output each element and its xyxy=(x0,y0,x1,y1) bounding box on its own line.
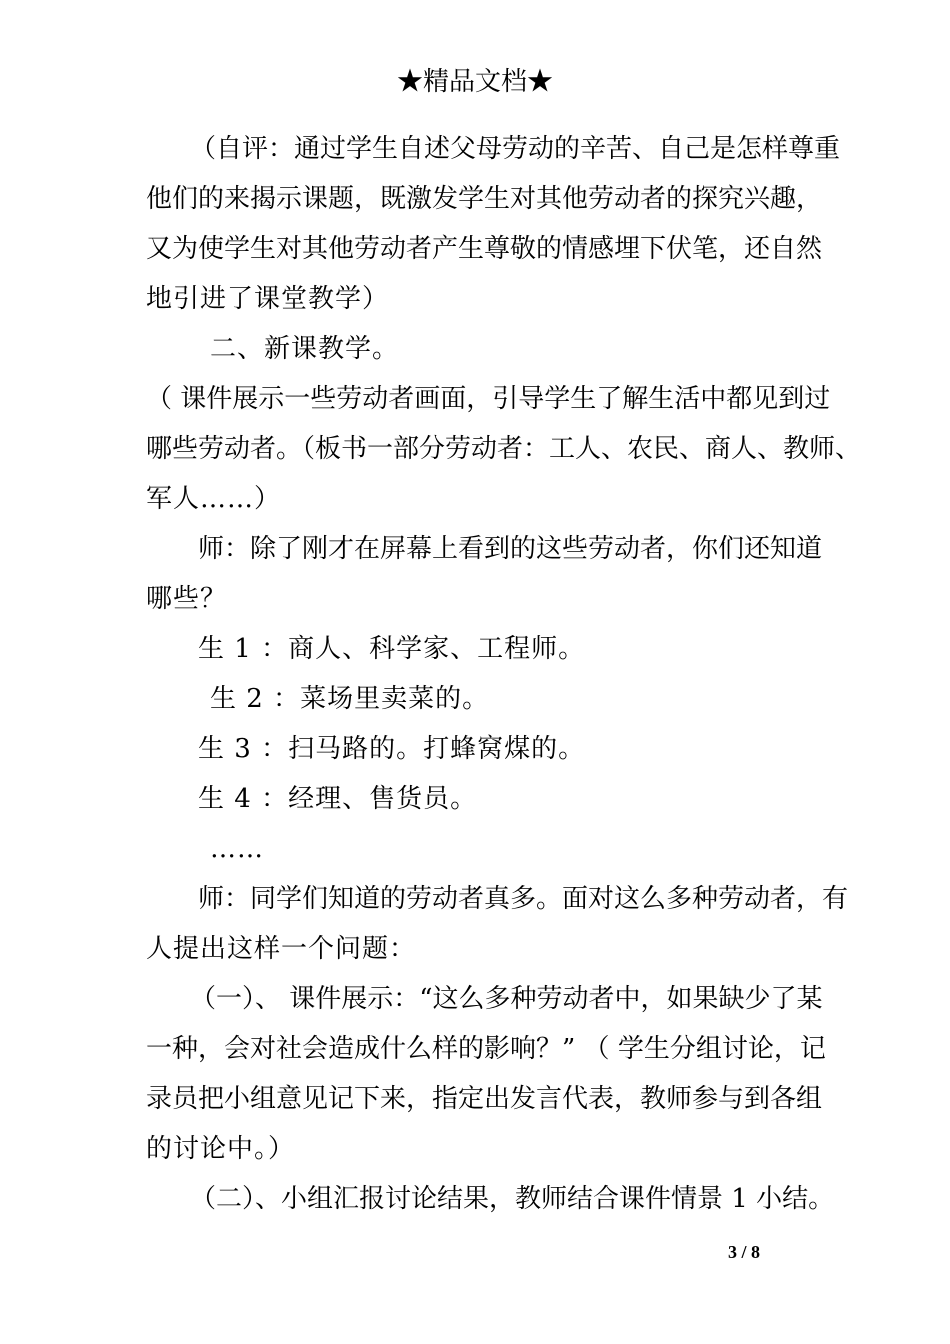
paragraph-line-19: 一种，会对社会造成什么样的影响？” （ 学生分组讨论，记 xyxy=(146,1034,826,1064)
page-header-title: ★精品文档★ xyxy=(396,67,553,97)
paragraph-line-9: 师：除了刚才在屏幕上看到的这些劳动者，你们还知道 xyxy=(198,534,823,564)
paragraph-line-17: 人提出这样一个问题： xyxy=(146,934,417,964)
dialogue-line-student-2: 生 2 ：菜场里卖菜的。 xyxy=(210,684,490,714)
dialogue-line-student-1: 生 1 ：商人、科学家、工程师。 xyxy=(198,634,586,664)
paragraph-line-1: （自评：通过学生自述父母劳动的辛苦、自己是怎样尊重 xyxy=(190,134,841,164)
page-number: 3 / 8 xyxy=(728,1242,761,1262)
paragraph-line-10: 哪些？ xyxy=(146,584,228,614)
paragraph-line-6: （ 课件展示一些劳动者画面，引导学生了解生活中都见到过 xyxy=(146,384,831,414)
paragraph-line-22: （二）、小组汇报讨论结果，教师结合课件情景 1 小结。 xyxy=(190,1184,835,1214)
paragraph-line-21: 的讨论中。） xyxy=(146,1134,296,1164)
paragraph-line-4: 地引进了课堂教学） xyxy=(146,284,390,314)
paragraph-line-2: 他们的来揭示课题，既激发学生对其他劳动者的探究兴趣， xyxy=(146,184,823,214)
paragraph-line-7: 哪些劳动者。（板书一部分劳动者：工人、农民、商人、教师、 xyxy=(146,434,862,464)
paragraph-line-3: 又为使学生对其他劳动者产生尊敬的情感埋下伏笔，还自然 xyxy=(146,234,823,264)
paragraph-line-16: 师：同学们知道的劳动者真多。面对这么多种劳动者，有 xyxy=(198,884,849,914)
paragraph-line-18: （一）、 课件展示：“这么多种劳动者中，如果缺少了某 xyxy=(190,984,823,1014)
paragraph-line-8: 军人……） xyxy=(146,484,282,514)
dialogue-line-student-3: 生 3 ：扫马路的。打蜂窝煤的。 xyxy=(198,734,586,764)
section-heading: 二、新课教学。 xyxy=(210,334,400,364)
dialogue-line-student-4: 生 4 ：经理、售货员。 xyxy=(198,784,478,814)
ellipsis-line: …… xyxy=(210,834,264,864)
paragraph-line-20: 录员把小组意见记下来，指定出发言代表，教师参与到各组 xyxy=(146,1084,823,1114)
